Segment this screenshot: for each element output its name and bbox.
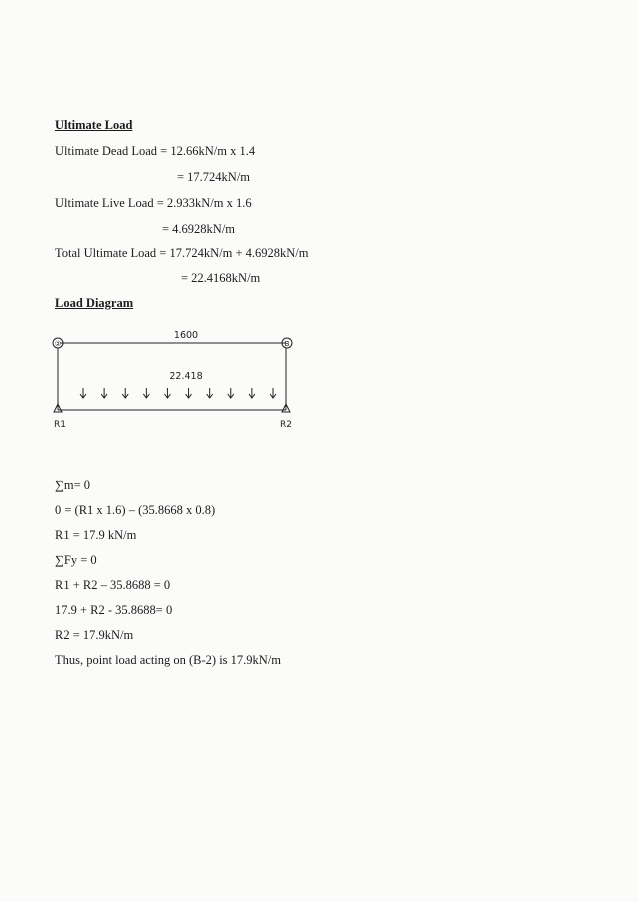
calc-line: ∑m= 0	[55, 478, 91, 492]
span-label: 1600	[173, 330, 199, 341]
dead-load-line: Ultimate Dead Load = 12.66kN/m x 1.4	[55, 144, 256, 158]
ultimate-load-heading: Ultimate Load	[55, 118, 133, 132]
left-node-label: ②	[54, 340, 62, 348]
live-load-line: Ultimate Live Load = 2.933kN/m x 1.6	[55, 196, 252, 210]
load-label: 22.418	[169, 371, 203, 382]
total-load-result: = 22.4168kN/m	[181, 271, 261, 285]
load-diagram-heading: Load Diagram	[55, 296, 134, 310]
calc-line: Thus, point load acting on (B-2) is 17.9kN/m	[55, 653, 282, 667]
calc-line: R1 + R2 – 35.8688 = 0	[55, 578, 171, 592]
calc-line: R2 = 17.9kN/m	[55, 628, 134, 642]
load-diagram	[48, 328, 308, 432]
calc-line: ∑Fy = 0	[55, 553, 97, 567]
dead-load-result: = 17.724kN/m	[177, 170, 251, 184]
calc-line: 17.9 + R2 - 35.8688= 0	[55, 603, 173, 617]
left-support-label: R1	[54, 420, 66, 430]
total-load-line: Total Ultimate Load = 17.724kN/m + 4.6928kN/m	[55, 246, 309, 260]
load-arrows	[80, 388, 276, 398]
live-load-result: = 4.6928kN/m	[162, 222, 236, 236]
calc-line: R1 = 17.9 kN/m	[55, 528, 137, 542]
right-support-label: R2	[280, 420, 292, 430]
right-node-label: B	[284, 340, 290, 348]
calc-line: 0 = (R1 x 1.6) – (35.8668 x 0.8)	[55, 503, 216, 517]
